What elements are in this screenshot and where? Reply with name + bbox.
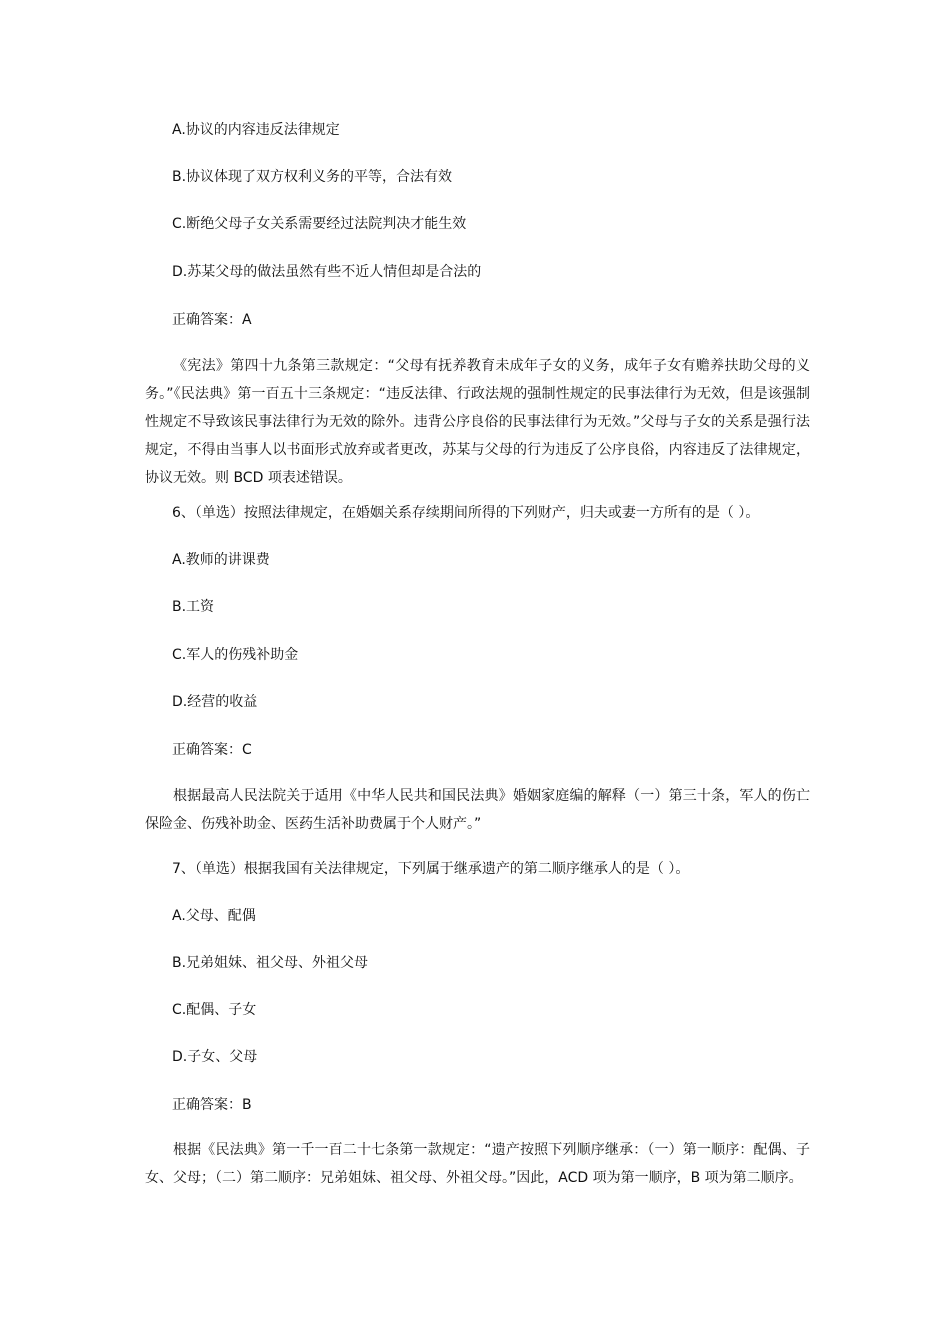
q6-option-b: B.工资 bbox=[172, 599, 215, 615]
q7-question: 7、（单选）根据我国有关法律规定，下列属于继承遗产的第二顺序继承人的是（ ）。 bbox=[172, 861, 690, 877]
q5-explanation: 《宪法》第四十九条第三款规定：“父母有抚养教育未成年子女的义务，成年子女有赡养扶助父母的义务。”《民法典》第一百五十三条规定：“违反法律、行政法规的强制性规定的民事法律行为无效，但是该强制性规定不导致该民事法律行为无效的除外。违背公序良俗的民事法律行为无效。”父母与子女的关系是强行法规定，不得由当事人以书面形式放弃或者更改，苏某与父母的行为违反了公序良俗，内容违反了法律规定，协议无效。则 BCD 项表述错误。 bbox=[145, 358, 810, 486]
q6-option-d: D.经营的收益 bbox=[172, 694, 258, 710]
q6-option-a: A.教师的讲课费 bbox=[172, 552, 270, 568]
q5-answer: 正确答案：A bbox=[172, 312, 252, 328]
q7-option-a: A.父母、配偶 bbox=[172, 908, 256, 924]
q7-option-c: C.配偶、子女 bbox=[172, 1002, 257, 1018]
q5-option-b: B.协议体现了双方权利义务的平等，合法有效 bbox=[172, 169, 453, 185]
q6-option-c: C.军人的伤残补助金 bbox=[172, 647, 299, 663]
q7-explanation: 根据《民法典》第一千一百二十七条第一款规定：“遗产按照下列顺序继承：（一）第一顺序：配偶、子女、父母；（二）第二顺序：兄弟姐妹、祖父母、外祖父母。”因此，ACD 项为第一顺序，B 项为第二顺序。 bbox=[145, 1142, 810, 1186]
q5-option-a: A.协议的内容违反法律规定 bbox=[172, 122, 340, 138]
q5-option-d: D.苏某父母的做法虽然有些不近人情但却是合法的 bbox=[172, 264, 482, 280]
q7-answer: 正确答案：B bbox=[172, 1097, 252, 1113]
q5-option-c: C.断绝父母子女关系需要经过法院判决才能生效 bbox=[172, 216, 467, 232]
q6-explanation: 根据最高人民法院关于适用《中华人民共和国民法典》婚姻家庭编的解释（一）第三十条，军人的伤亡保险金、伤残补助金、医药生活补助费属于个人财产。” bbox=[145, 788, 810, 832]
q7-option-d: D.子女、父母 bbox=[172, 1049, 258, 1065]
q7-option-b: B.兄弟姐妹、祖父母、外祖父母 bbox=[172, 955, 369, 971]
q6-question: 6、（单选）按照法律规定，在婚姻关系存续期间所得的下列财产，归夫或妻一方所有的是（ ）。 bbox=[172, 505, 760, 521]
q6-answer: 正确答案：C bbox=[172, 742, 252, 758]
